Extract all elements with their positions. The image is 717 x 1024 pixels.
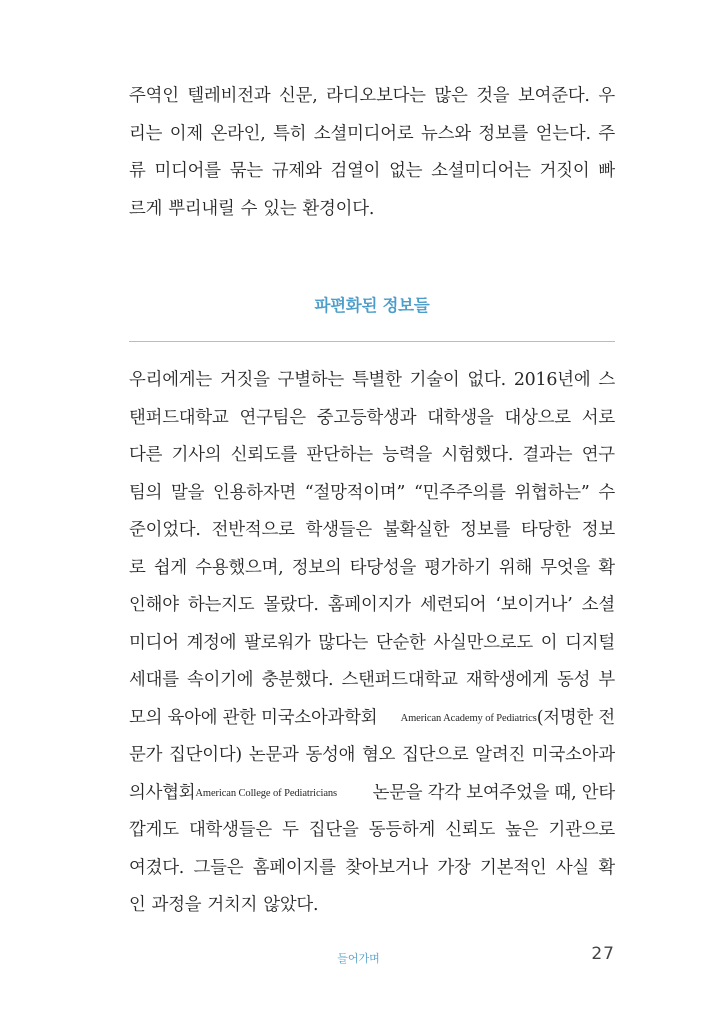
word: 주역인 [129,86,179,106]
word: 찾아보거나 [345,857,429,878]
text-line [129,400,615,438]
word: 충분했다. [261,670,334,690]
word: 집단으로 [402,745,469,765]
word: 정보를 [478,123,529,144]
word: 온라인, [210,123,266,144]
word: “민주주의를 [413,482,506,503]
word: 정보의 [291,557,342,578]
word: 말을 [171,482,205,503]
section-heading: 파편화된 정보들 [314,296,430,315]
word: 그들은 [193,857,244,878]
word: 수용했으며, [195,557,284,578]
section-heading-wrap [129,292,615,320]
text-line [129,153,615,191]
word: 환경이다. [302,198,375,219]
word: 속이기에 [186,670,254,690]
word: 판단하는 [306,445,373,465]
heading-divider [129,341,615,342]
word: 무엇을 [540,557,591,578]
word: 문가 [129,745,163,765]
word: 재학생에게 [465,670,549,690]
word: 많은 [434,86,468,106]
word: 타당성을 [349,557,417,578]
word: 능력을 [382,445,433,465]
word: 류 [129,161,146,181]
word: 있는 [263,198,297,219]
word: 기술이 [409,370,460,390]
word: 동성 [557,670,591,690]
word: 확 [598,857,615,878]
text-line [129,812,615,850]
text-line [129,437,615,475]
text-segment: (저명한 전 [536,707,615,728]
word: 위협하는” [514,482,590,503]
word: 부 [598,670,615,690]
word: 알려진 [475,745,526,765]
text-line [129,475,615,513]
word: 불확실한 [382,520,450,540]
text-line [129,662,615,700]
text-line [129,78,615,116]
word: 팀의 [129,482,163,503]
word: 미디어 [129,632,179,653]
word: 정보 [581,520,615,540]
text-line [129,362,615,400]
word: 쉽게 [153,557,187,578]
word: 주 [598,123,615,144]
word: 미디어를 [154,161,221,181]
word: 세련되어 [419,595,487,615]
text-line [129,587,615,625]
word: 특별한 [351,370,402,390]
word: 리는 [129,123,163,144]
text-segment: 의사협회 [129,782,196,803]
text-line [129,550,615,588]
word: 준이었다. [129,520,201,540]
word: 신문, [279,86,318,106]
word: 거치지 [207,895,258,915]
word: 대학생들은 [188,820,272,840]
word: 없는 [389,161,423,181]
word: 높은 [505,820,539,840]
word: 소셜 [581,595,615,615]
text-line [129,191,615,229]
text-line [129,737,615,775]
word: “절망적이며” [304,482,406,503]
word: 라디오보다는 [326,86,426,106]
word: 디지털 [565,632,615,653]
running-footer-title: 들어가며 [337,952,380,965]
text-segment: 논문을 각각 보여주었을 때, 안타 [372,782,615,803]
word: 기사의 [171,445,222,465]
word: 위해 [498,557,533,578]
word: 없다. [467,370,506,390]
word: 사실 [555,857,590,878]
word: 우 [598,86,615,106]
text-line [129,887,615,925]
word: 연구팀은 [239,407,306,428]
word: 뿌리내릴 [168,198,235,219]
word: 묶는 [229,161,263,181]
word: 논문과 [248,745,299,765]
text-line [129,512,615,550]
word: 집단을 [308,820,359,840]
word: 동성애 [305,745,356,765]
word: 소셜미디어로 [313,123,414,144]
paragraph-body [129,362,615,925]
word: 두 [282,820,299,840]
text-line [129,850,615,888]
word: 집단이다) [169,745,242,765]
word: 대상으로 [504,407,571,428]
word: 대학생을 [427,407,494,428]
word: 수 [598,482,615,503]
word: 가장 [437,857,471,878]
word: 과정을 [151,895,202,915]
word: 신뢰도 [445,820,496,840]
word: 서로 [581,407,615,428]
word: 이제 [169,123,203,144]
word: 않았다. [263,895,319,915]
word: 확 [598,557,615,578]
word: 인 [129,895,146,915]
word: 중고등학생과 [316,407,417,428]
word: 단순한 [375,632,426,653]
word: 사실만으로도 [433,632,534,653]
word: 기관으로 [548,820,615,840]
word: 많다는 [318,632,369,653]
word: 시험했다. [441,445,514,465]
word: 세대를 [129,670,179,690]
word: 빠 [598,161,615,181]
word: 스탠퍼드대학교 [341,670,458,690]
word: 르게 [129,198,163,219]
word: 수 [240,198,258,219]
word: 홈페이지를 [252,857,336,878]
word: 이 [540,632,558,653]
word: 얻는다. [535,123,591,144]
english-name-aap: American Academy of Pediatrics [400,712,537,724]
word: 혐오 [362,745,396,765]
word: 기본적인 [480,857,547,878]
word: 홈페이지가 [327,595,411,615]
word: 동등하게 [368,820,436,840]
word: 여겼다. [129,857,185,878]
text-segment [401,700,615,738]
page-number: 27 [591,944,615,964]
word: 2016년에 [513,370,591,390]
word: 미국소아과 [531,745,615,765]
word: 보여준다. [518,86,590,106]
word: 결과는 [522,445,573,465]
word: 타당한 [521,520,571,540]
word: 다른 [129,445,163,465]
word: 계정에 [186,632,237,653]
text-segment: 모의 육아에 관한 미국소아과학회 [129,707,378,728]
word: 로 [129,557,146,578]
word: 깝게도 [129,820,179,840]
word: 신뢰도를 [230,445,298,465]
word: 인해야 [129,595,179,615]
word: 팔로워가 [244,632,311,653]
word: 탠퍼드대학교 [129,407,229,428]
word: 평가하기 [424,557,491,578]
word: ‘보이거나’ [495,595,573,615]
word: 연구 [581,445,615,465]
word: 거짓이 [539,161,590,181]
word: 거짓을 [219,370,270,390]
word: 것을 [476,86,510,106]
word: 특히 [273,123,307,144]
word: 인용하자면 [213,482,296,503]
word: 스 [598,370,615,390]
word: 우리에게는 [129,370,212,390]
english-name-acpeds: American College of Pediatricians [195,787,338,799]
word: 구별하는 [277,370,345,390]
word: 규제와 [271,161,322,181]
word: 몰랐다. [263,595,319,615]
word: 정보를 [460,520,511,540]
text-line [129,700,615,738]
word: 검열이 [330,161,381,181]
text-segment [129,775,337,813]
word: 소셜미디어는 [431,161,531,181]
word: 학생들은 [305,520,373,540]
text-line [129,625,615,663]
word: 하는지도 [187,595,255,615]
text-line [129,775,615,813]
word: 전반적으로 [211,520,295,540]
word: 뉴스와 [421,123,471,144]
paragraph-intro [129,78,615,228]
text-line [129,116,615,154]
word: 텔레비전과 [187,86,271,106]
